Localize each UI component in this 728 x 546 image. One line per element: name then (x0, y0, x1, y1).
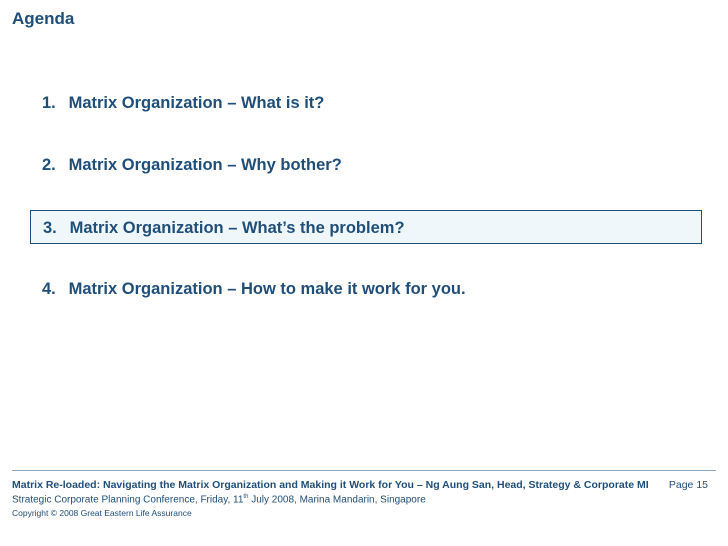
agenda-item-number: 3. (43, 219, 57, 237)
footer-presentation-title: Matrix Re-loaded: Navigating the Matrix Organization and Making it Work for You – Ng Aung San, Head, Strategy & Corporate MI (12, 479, 649, 491)
slide-title: Agenda (12, 9, 75, 28)
page-number: Page 15 (668, 479, 708, 491)
agenda-item-1 (30, 86, 702, 120)
date-suffix: th (243, 494, 249, 500)
footer-conference-info (12, 494, 426, 505)
copyright-notice: Copyright © 2008 Great Eastern Life Assurance (12, 508, 192, 518)
agenda-item-2 (30, 148, 702, 182)
agenda-item-4 (30, 272, 702, 306)
agenda-item-label: Matrix Organization – What is it? (68, 94, 325, 112)
agenda-item-number: 1. (42, 94, 56, 112)
agenda-item-label: Matrix Organization – How to make it work for you. (68, 280, 466, 298)
agenda-item-3-highlighted (30, 210, 702, 244)
agenda-item-label: Matrix Organization – What’s the problem? (69, 219, 405, 237)
agenda-item-label: Matrix Organization – Why bother? (68, 156, 342, 174)
agenda-item-number: 2. (42, 156, 56, 174)
conference-text: Strategic Corporate Planning Conference, Friday, 11 (12, 494, 244, 506)
conference-text-rest: July 2008, Marina Mandarin, Singapore (248, 494, 426, 506)
agenda-item-number: 4. (42, 280, 56, 298)
agenda-list (30, 86, 702, 334)
footer-divider (12, 470, 716, 471)
